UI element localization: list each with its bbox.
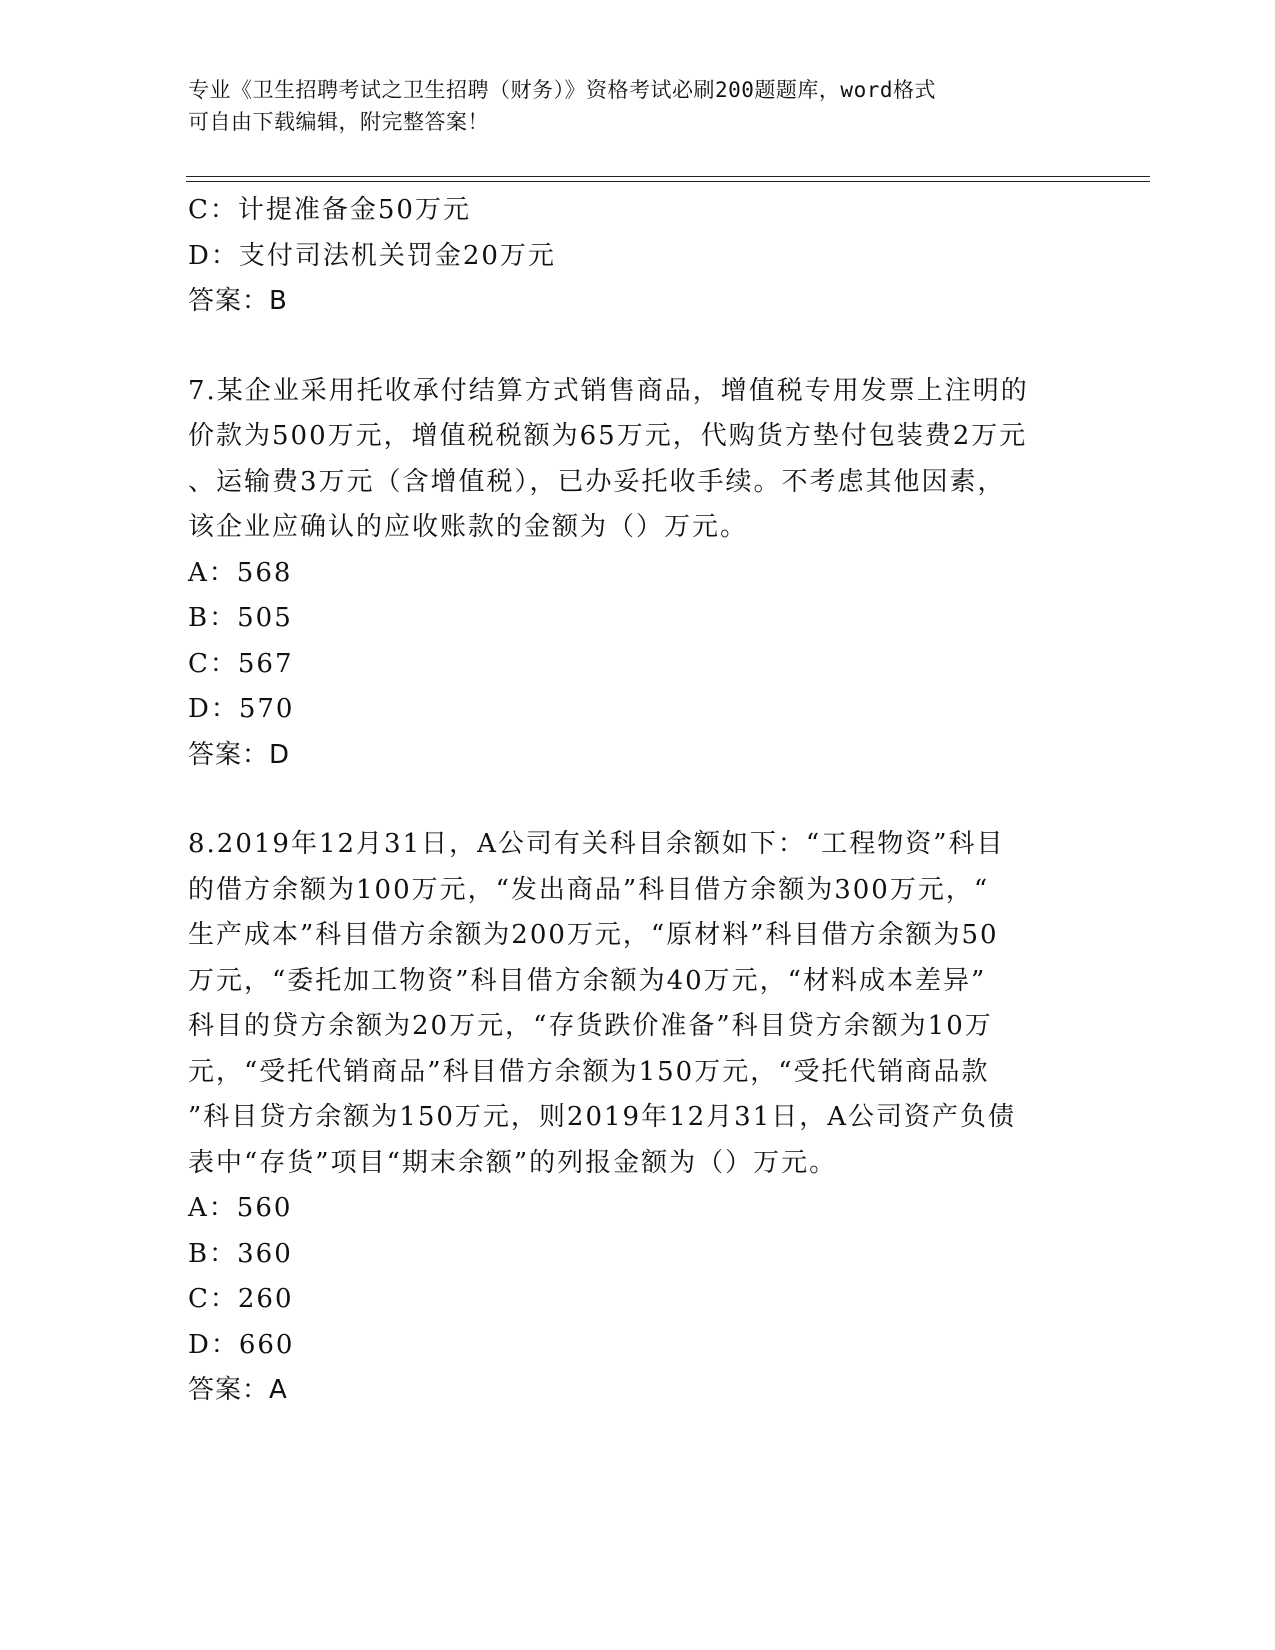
- option-b: B：360: [188, 1238, 293, 1269]
- spacer: [188, 325, 1088, 369]
- question-text-line: 表中“存货”项目“期末余额”的列报金额为（）万元。: [188, 1147, 838, 1178]
- option-b: B：505: [188, 603, 293, 633]
- question-text-line: 8.2019年12月31日，A公司有关科目余额如下：“工程物资”科目: [188, 829, 1005, 859]
- question-text-line: 生产成本”科目借方余额为200万元，“原材料”科目借方余额为50: [188, 920, 999, 950]
- page-header: [188, 74, 1068, 138]
- option-c: C：计提准备金50万元: [188, 195, 471, 225]
- question-text-line: 7.某企业采用托收承付结算方式销售商品，增值税专用发票上注明的: [188, 375, 1029, 406]
- option-a: A：560: [188, 1193, 293, 1223]
- document-body: [188, 188, 1088, 1414]
- question-text-line: 该企业应确认的应收账款的金额为（）万元。: [188, 512, 749, 542]
- option-d: D：660: [188, 1329, 295, 1360]
- header-line-2: 可自由下载编辑，附完整答案！: [188, 110, 489, 134]
- answer-line: 答案：B: [188, 286, 288, 316]
- question-text-line: 万元，“委托加工物资”科目借方余额为40万元，“材料成本差异”: [188, 965, 987, 996]
- question-text-line: 、运输费3万元（含增值税），已办妥托收手续。不考虑其他因素，: [188, 466, 1006, 497]
- question-7: [188, 369, 1088, 779]
- option-c: C：567: [188, 648, 294, 679]
- question-text-line: 科目的贷方余额为20万元，“存货跌价准备”科目贷方余额为10万: [188, 1011, 993, 1041]
- answer-line: 答案：A: [188, 1375, 288, 1405]
- question-6-continuation: [188, 188, 1088, 325]
- question-text-line: ”科目贷方余额为150万元，则2019年12月31日，A公司资产负债: [188, 1102, 1017, 1132]
- spacer: [188, 778, 1088, 822]
- header-line-1: 专业《卫生招聘考试之卫生招聘（财务）》资格考试必刷200题题库，word格式: [188, 78, 936, 102]
- question-8: [188, 822, 1088, 1414]
- option-d: D：570: [188, 694, 295, 724]
- answer-line: 答案：D: [188, 739, 291, 770]
- option-d: D：支付司法机关罚金20万元: [188, 240, 556, 271]
- question-text-line: 的借方余额为100万元，“发出商品”科目借方余额为300万元，“: [188, 874, 990, 905]
- header-divider-top: [186, 176, 1150, 177]
- question-text-line: 元，“受托代销商品”科目借方余额为150万元，“受托代销商品款: [188, 1056, 990, 1087]
- header-divider-bottom: [186, 181, 1150, 182]
- option-c: C：260: [188, 1284, 294, 1314]
- option-a: A：568: [188, 557, 293, 588]
- question-text-line: 价款为500万元，增值税税额为65万元，代购货方垫付包装费2万元: [188, 421, 1028, 451]
